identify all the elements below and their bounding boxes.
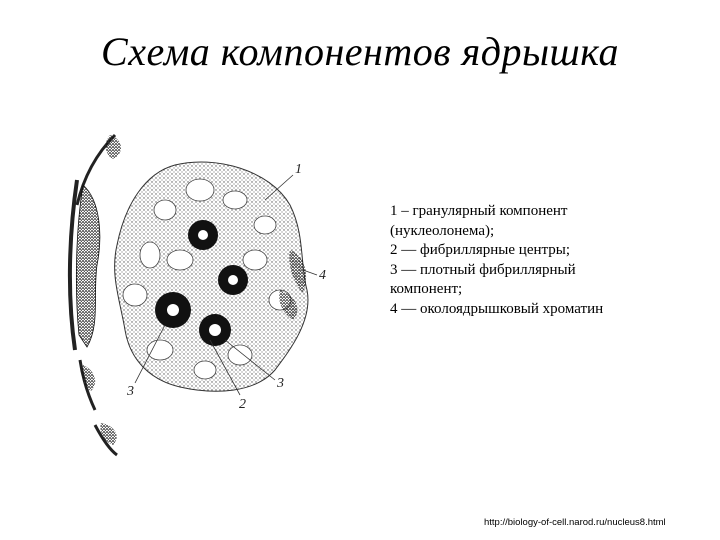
nucleolus-diagram bbox=[55, 125, 355, 470]
legend-line: компонент; bbox=[390, 281, 463, 297]
figure-label-1: 1 bbox=[295, 162, 302, 177]
legend-line: 1 – гранулярный компонент bbox=[390, 203, 568, 219]
nucleolus-svg bbox=[55, 125, 355, 470]
source-url: http://biology-of-cell.narod.ru/nucleus8.html bbox=[484, 517, 666, 528]
legend-line: 3 — плотный фибриллярный bbox=[390, 261, 576, 278]
figure-label-2: 2 bbox=[239, 397, 246, 412]
legend-line: 4 — околоядрышковый хроматин bbox=[390, 300, 604, 317]
figure-label-3b: 3 bbox=[277, 376, 284, 391]
figure-label-3a: 3 bbox=[127, 384, 134, 399]
nucleolus-body bbox=[115, 162, 308, 391]
figure-label-4: 4 bbox=[319, 268, 326, 283]
legend bbox=[390, 202, 690, 319]
legend-line: 2 — фибриллярные центры; bbox=[390, 242, 570, 258]
legend-line: (нуклеолонема); bbox=[390, 222, 495, 239]
slide-title: Схема компонентов ядрышка bbox=[101, 29, 619, 74]
